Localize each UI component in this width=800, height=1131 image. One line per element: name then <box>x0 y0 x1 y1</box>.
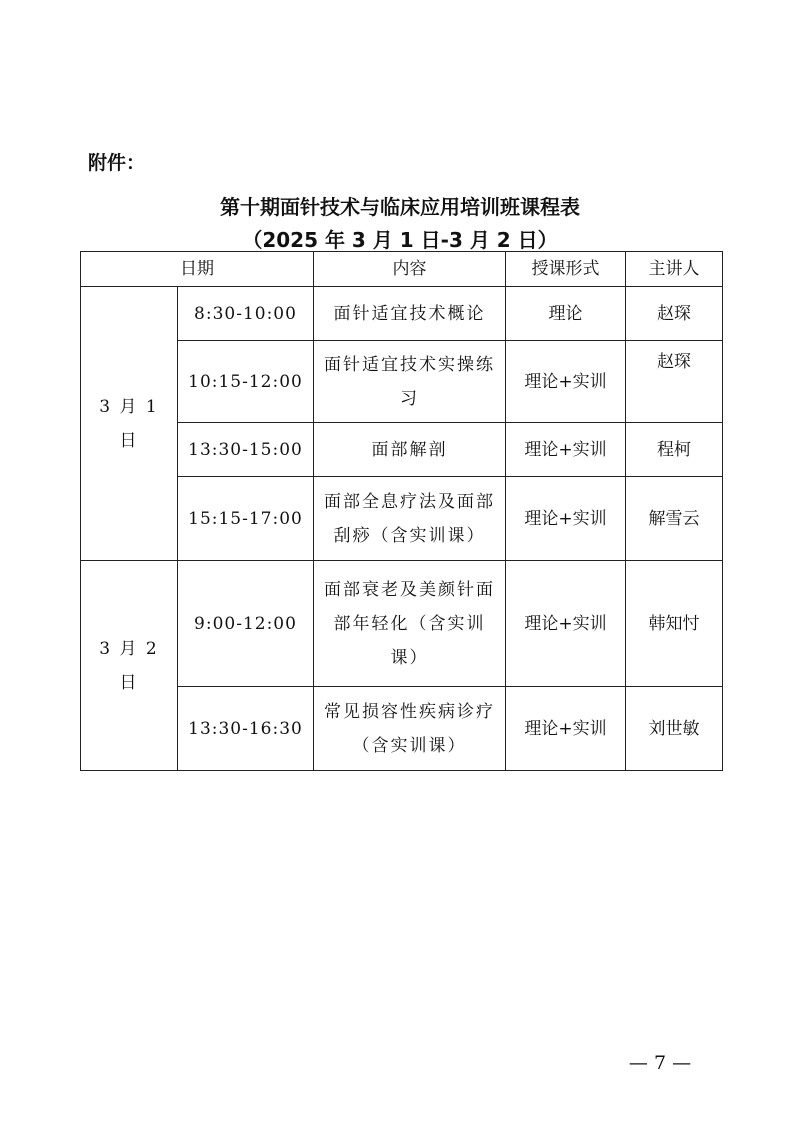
document-subtitle: （2025 年 3 月 1 日-3 月 2 日） <box>242 228 558 252</box>
time-cell: 10:15-12:00 <box>178 341 314 423</box>
time-cell: 13:30-16:30 <box>178 687 314 771</box>
document-title: 第十期面针技术与临床应用培训班课程表 <box>220 195 580 219</box>
lecturer-cell: 刘世敏 <box>626 687 723 771</box>
table-row <box>81 287 723 341</box>
time-cell: 13:30-15:00 <box>178 423 314 477</box>
format-cell: 理论+实训 <box>506 687 626 771</box>
date-cell-day2: 3 月 2 日 <box>81 561 178 771</box>
table-row <box>81 423 723 477</box>
lecturer-cell: 赵琛 <box>626 287 723 341</box>
format-cell: 理论+实训 <box>506 477 626 561</box>
content-cell: 面部衰老及美颜针面部年轻化（含实训课） <box>314 561 506 687</box>
table-row <box>81 477 723 561</box>
table-row <box>81 561 723 687</box>
content-cell: 常见损容性疾病诊疗（含实训课） <box>314 687 506 771</box>
time-cell: 9:00-12:00 <box>178 561 314 687</box>
format-cell: 理论+实训 <box>506 341 626 423</box>
content-cell: 面针适宜技术实操练习 <box>314 341 506 423</box>
table-header-row <box>81 252 723 287</box>
table-row <box>81 341 723 423</box>
header-format: 授课形式 <box>506 252 626 287</box>
page-number: — 7 — <box>628 1052 692 1074</box>
content-cell: 面部全息疗法及面部刮痧（含实训课） <box>314 477 506 561</box>
format-cell: 理论+实训 <box>506 423 626 477</box>
attachment-label: 附件： <box>88 152 146 174</box>
header-date: 日期 <box>81 252 314 287</box>
lecturer-cell: 赵琛 <box>626 341 723 423</box>
lecturer-cell: 解雪云 <box>626 477 723 561</box>
header-lecturer: 主讲人 <box>626 252 723 287</box>
format-cell: 理论 <box>506 287 626 341</box>
table-row <box>81 687 723 771</box>
lecturer-cell: 程柯 <box>626 423 723 477</box>
format-cell: 理论+实训 <box>506 561 626 687</box>
header-content: 内容 <box>314 252 506 287</box>
course-schedule-table <box>80 251 723 771</box>
lecturer-cell: 韩知忖 <box>626 561 723 687</box>
time-cell: 15:15-17:00 <box>178 477 314 561</box>
content-cell: 面针适宜技术概论 <box>314 287 506 341</box>
date-cell-day1: 3 月 1 日 <box>81 287 178 561</box>
time-cell: 8:30-10:00 <box>178 287 314 341</box>
content-cell: 面部解剖 <box>314 423 506 477</box>
